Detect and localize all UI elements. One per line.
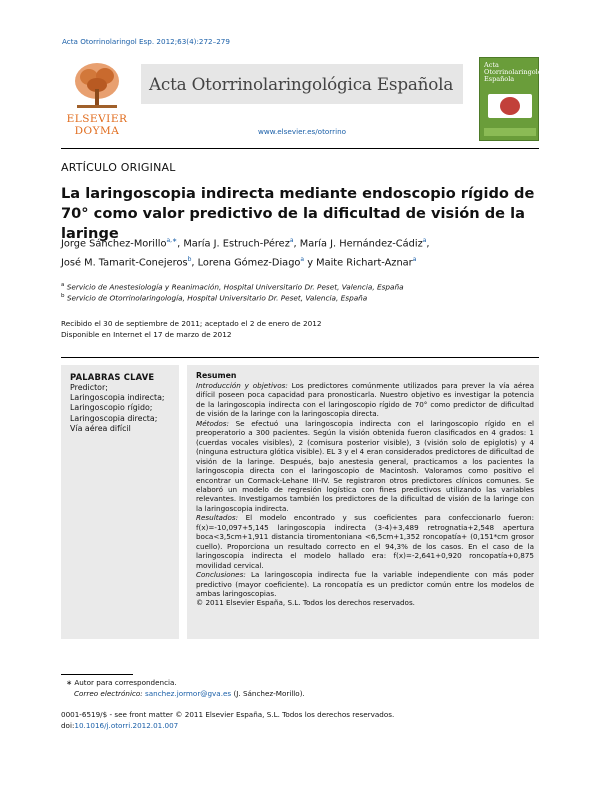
cover-footer <box>484 128 536 136</box>
keyword-item: Laringoscopio rígido; <box>70 403 153 413</box>
abstract-intro-label: Introducción y objetivos: <box>196 381 288 390</box>
doyma-logo-text: DOYMA <box>74 125 120 137</box>
doi-link[interactable]: 10.1016/j.otorri.2012.01.007 <box>74 721 179 730</box>
abstract-top-rule <box>61 357 539 358</box>
author-affiliation-link[interactable]: b <box>187 255 192 263</box>
keywords-list <box>70 383 170 434</box>
abstract-results: El modelo encontrado y sus coeficientes para confeccionarlo fueron: f(x)=-10,097+5,145 laringoscopia indirecta (3-4)+3,489 retrognatia+2,548 apertura boca<3,5cm+1,911 distancia tiromentoniana <6,5cm+1,352 roncopatía+ (0,151*cm grosor cuello). Proporciona un resultado correcto en el 94,3% de los casos. En el caso de la laringoscopia indirecta el modelo hallado era: f(x)=-2,641+0,920 roncopatía+0,875 movilidad cervical. <box>196 513 534 570</box>
author-name: Jorge Sánchez-Morillo <box>61 238 167 250</box>
abstract-intro: Los predictores comúnmente utilizados para prever la vía aérea difícil poseen poca capacidad para pronosticarla. Nuestro objetivo es investigar la potencia de la laringoscopia indirecta con el laringoscopio rígido de 70° como predictor de dificultad de visión de la laringe con la laringoscopia directa. <box>196 381 534 419</box>
elsevier-tree-icon <box>69 59 125 111</box>
author-name: María J. Estruch-Pérez <box>183 238 290 250</box>
corresponding-author-note: ∗ Autor para correspondencia. <box>66 678 177 687</box>
email-link[interactable]: sanchez.jormor@gva.es <box>145 689 232 698</box>
author-list: Jorge Sánchez-Morillo$^{a,∗}$, María J. Estruch-Pérez$^a$, María J. Hernández-Cádiz$^a$, José M. Tamarit-Conejeros$^b$, Lorena Gómez-Diago$^a$ y Maite Richart-Aznar$^a$ <box>61 237 430 269</box>
keyword-item: Predictor; <box>70 383 108 392</box>
doi-line: doi:10.1016/j.otorri.2012.01.007 <box>61 721 179 730</box>
abstract-panel <box>187 365 539 639</box>
abstract-conclusions-label: Conclusiones: <box>196 570 246 580</box>
journal-banner <box>61 57 556 141</box>
author-affiliation-link[interactable]: a <box>422 237 427 244</box>
online-date: Disponible en Internet el 17 de marzo de 2012 <box>61 330 232 339</box>
keyword-item: Laringoscopia directa; <box>70 413 158 423</box>
abstract-text <box>196 381 534 608</box>
abstract-methods-label: Métodos: <box>196 418 229 428</box>
section-label: ARTÍCULO ORIGINAL <box>61 161 176 174</box>
abstract-results-label: Resultados: <box>196 513 239 523</box>
cover-title: Acta Otorrinolaringológica Española <box>484 61 556 83</box>
keyword-item: Vía aérea difícil <box>70 423 131 433</box>
keywords-heading: PALABRAS CLAVE <box>70 372 155 382</box>
journal-title-bar <box>141 64 463 104</box>
elsevier-logo-text: ELSEVIER <box>66 113 128 125</box>
journal-cover-thumbnail <box>479 57 556 141</box>
author-name: José M. Tamarit-Conejeros <box>61 257 188 269</box>
journal-title: Acta Otorrinolaringológica Española <box>149 74 454 94</box>
abstract-heading: Resumen <box>196 371 237 380</box>
author-name: María J. Hernández-Cádiz <box>299 238 423 250</box>
issn-line: 0001-6519/$ - see front matter © 2011 Elsevier España, S.L. Todos los derechos reservados. <box>61 710 395 719</box>
elsevier-logo[interactable] <box>61 57 133 141</box>
abstract-methods: Se efectuó una laringoscopia indirecta con el laringoscopio rígido en el preoperatorio a 300 pacientes. Según la visión obtenida fueron clasificados en 4 grados: 1 (cuerdas vocales visibles), 2 (comisura posterior visible), 3 (visión solo de epiglotis) y 4 (ninguna estructura glótica visible). EL 3 y el 4 eran considerados predictores de dificultad de visión de la laringe. Después, bajo anestesia general, practicamos a los pacientes la laringoscopia directa con el laringoscopio de Macintosh. Valoramos como positivo el encontrar un Cormack-Lehane III-IV. Se registraron otros predictores clínicos comunes. Se elaboró un modelo de regresión logística con fines predictivos utilizando las variables relevantes. Investigamos también los predictores de la dificultad de visión de la laringe con la laringoscopia indirecta. <box>196 418 535 513</box>
keyword-item: Laringoscopia indirecta; <box>70 393 165 403</box>
keywords-panel <box>61 365 179 639</box>
email-note: Correo electrónico: sanchez.jormor@gva.es (J. Sánchez-Morillo). <box>74 689 305 698</box>
author-affiliation-link[interactable]: a <box>289 237 294 244</box>
author-affiliation-link[interactable]: a <box>412 255 417 263</box>
author-name: Lorena Gómez-Diago <box>197 257 301 269</box>
abstract-conclusions: La laringoscopia indirecta fue la variable independiente con más poder predictivo (mayor coeficiente). La roncopatía es un predictor común entre los modelos de ambas laringoscopias. <box>196 570 534 598</box>
journal-url-link[interactable]: www.elsevier.es/otorrino <box>258 127 347 136</box>
cover-image <box>488 94 532 118</box>
received-date: Recibido el 30 de septiembre de 2011; aceptado el 2 de enero de 2012 <box>61 319 322 328</box>
author-affiliation-link[interactable]: a,∗ <box>166 237 178 244</box>
affiliation-b: $^b$ Servicio de Otorrinolaringología, Hospital Universitario Dr. Peset, Valencia, España <box>61 293 368 303</box>
affiliation-a: $^a$ Servicio de Anestesiología y Reanimación, Hospital Universitario Dr. Peset, Valencia, España <box>61 282 404 292</box>
abstract-copyright: © 2011 Elsevier España, S.L. Todos los derechos reservados. <box>196 598 415 608</box>
citation-link[interactable]: Acta Otorrinolaringol Esp. 2012;63(4):272–279 <box>62 37 230 46</box>
author-affiliation-link[interactable]: a <box>300 255 305 263</box>
author-name: Maite Richart-Aznar <box>316 257 413 269</box>
header-rule <box>61 148 539 149</box>
footnote-rule <box>61 674 133 675</box>
article-title: La laringoscopia indirecta mediante endoscopio rígido de 70° como valor predictivo de la dificultad de visión de la laringe <box>61 185 535 242</box>
